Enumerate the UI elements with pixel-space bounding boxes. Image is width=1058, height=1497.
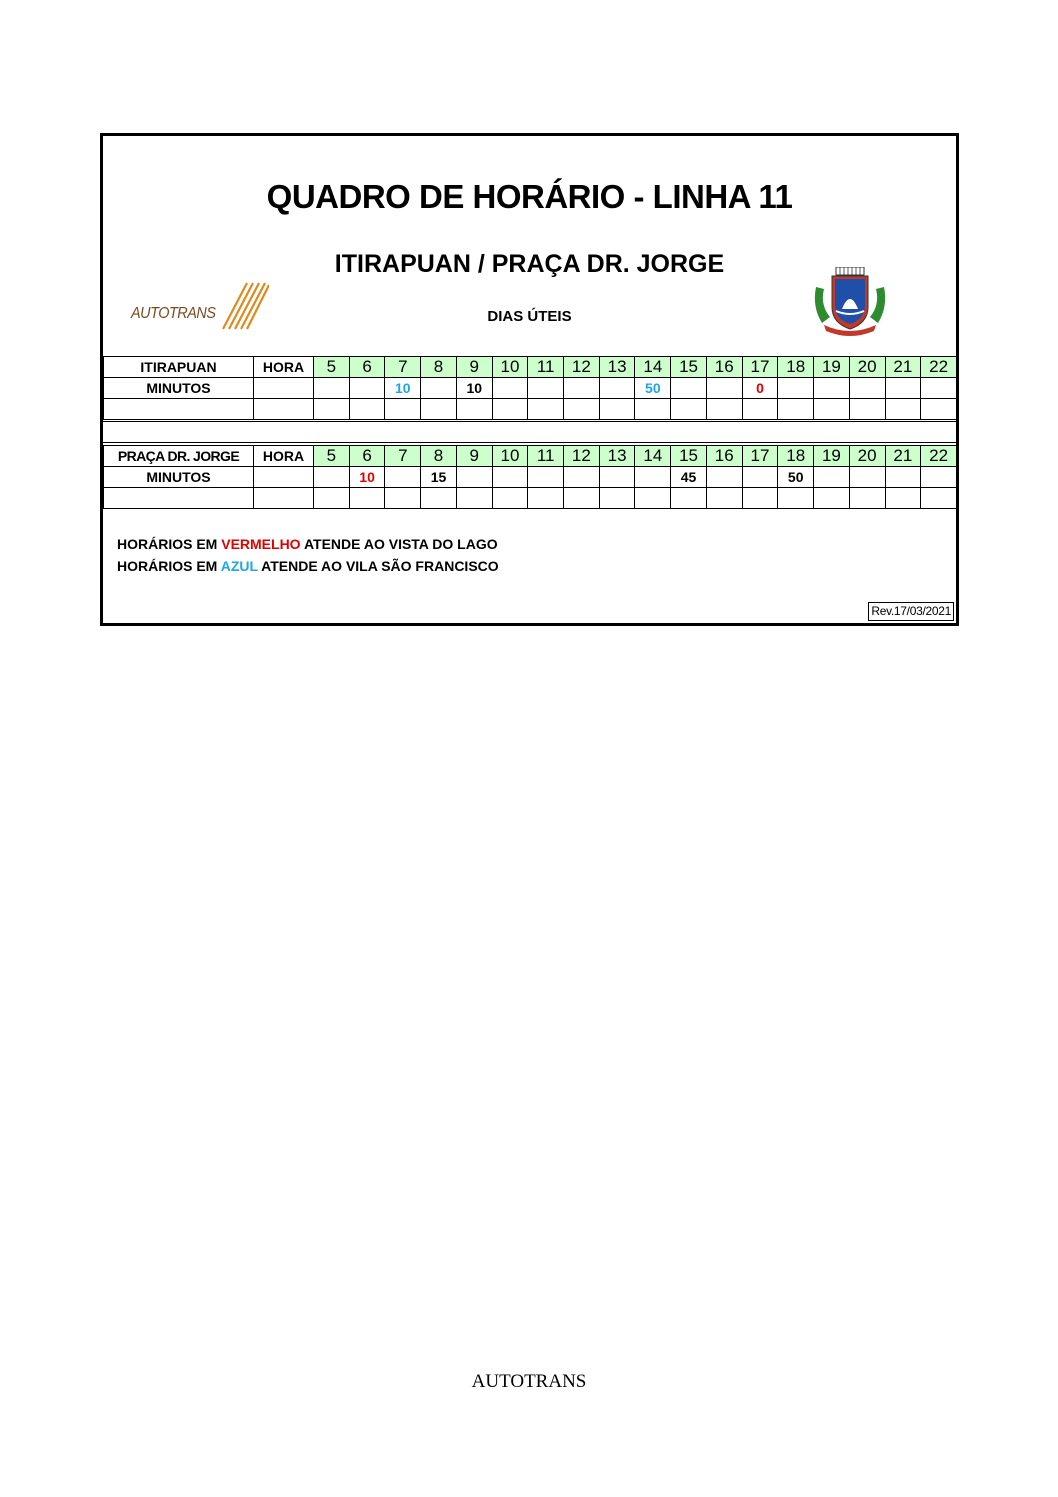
- schedule-table-itirapuan: [103, 356, 957, 420]
- empty-cell: [706, 399, 742, 420]
- empty-cell: [671, 399, 707, 420]
- minute-cell: [706, 378, 742, 399]
- hour-cell: 7: [385, 357, 421, 378]
- hour-cell: 18: [778, 357, 814, 378]
- empty-cell: [528, 399, 564, 420]
- hour-cell: 6: [349, 357, 385, 378]
- minute-cell: 50: [778, 467, 814, 488]
- minutes-label: MINUTOS: [104, 467, 254, 488]
- origin-label: ITIRAPUAN: [104, 357, 254, 378]
- hour-cell: 16: [706, 446, 742, 467]
- hour-cell: 6: [349, 446, 385, 467]
- minute-cell: [635, 467, 671, 488]
- minute-cell: 10: [385, 378, 421, 399]
- minute-cell: [492, 378, 528, 399]
- minute-cell: [528, 467, 564, 488]
- empty-cell: [421, 488, 457, 509]
- empty-cell: [254, 488, 314, 509]
- empty-cell: [849, 488, 885, 509]
- hour-cell: 20: [849, 357, 885, 378]
- minute-cell: [885, 467, 921, 488]
- empty-cell: [254, 399, 314, 420]
- empty-cell: [635, 399, 671, 420]
- empty-cell: [564, 488, 600, 509]
- empty-cell: [814, 399, 850, 420]
- empty-cell: [456, 399, 492, 420]
- legend-line-red: [117, 533, 499, 555]
- empty-cell: [254, 467, 314, 488]
- minute-cell: [671, 378, 707, 399]
- hour-cell: 9: [456, 357, 492, 378]
- empty-cell: [314, 399, 350, 420]
- hour-row: [104, 446, 957, 467]
- minute-cell: [385, 467, 421, 488]
- empty-cell: [349, 399, 385, 420]
- hour-cell: 13: [599, 446, 635, 467]
- minute-cell: 15: [421, 467, 457, 488]
- route-title: ITIRAPUAN / PRAÇA DR. JORGE: [334, 250, 725, 278]
- hour-cell: 13: [599, 357, 635, 378]
- municipal-crest-icon: [810, 267, 890, 337]
- legend-line-blue: [117, 555, 499, 577]
- empty-cell: [885, 488, 921, 509]
- empty-cell: [849, 399, 885, 420]
- minutes-label: MINUTOS: [104, 378, 254, 399]
- legend-text: HORÁRIOS EM: [117, 558, 221, 574]
- page-title: QUADRO DE HORÁRIO - LINHA 11: [266, 178, 793, 215]
- hour-cell: 15: [671, 357, 707, 378]
- days-label: DIAS ÚTEIS: [487, 308, 572, 325]
- empty-cell: [104, 399, 254, 420]
- hour-cell: 16: [706, 357, 742, 378]
- color-legend: [117, 533, 499, 577]
- minute-cell: [849, 467, 885, 488]
- minute-cell: [921, 378, 957, 399]
- minute-cell: [814, 467, 850, 488]
- hour-cell: 15: [671, 446, 707, 467]
- hour-cell: 10: [492, 446, 528, 467]
- schedule-table-praca-dr-jorge: [103, 445, 957, 509]
- minute-cell: [599, 378, 635, 399]
- minute-cell: 0: [742, 378, 778, 399]
- minute-cell: [421, 378, 457, 399]
- blank-row: [104, 399, 957, 420]
- minute-cell: [314, 378, 350, 399]
- minutes-row: [104, 467, 957, 488]
- empty-cell: [921, 399, 957, 420]
- minute-cell: [742, 467, 778, 488]
- hour-cell: 9: [456, 446, 492, 467]
- empty-cell: [421, 399, 457, 420]
- schedule-sheet: [100, 133, 959, 626]
- empty-cell: [814, 488, 850, 509]
- hour-cell: 12: [564, 446, 600, 467]
- logo-text: AUTOTRANS: [131, 305, 216, 322]
- hour-cell: 20: [849, 446, 885, 467]
- empty-cell: [706, 488, 742, 509]
- hour-cell: 22: [921, 446, 957, 467]
- empty-cell: [885, 399, 921, 420]
- hour-cell: 18: [778, 446, 814, 467]
- minute-cell: [314, 467, 350, 488]
- minutes-row: [104, 378, 957, 399]
- empty-cell: [599, 488, 635, 509]
- minute-cell: [349, 378, 385, 399]
- hour-cell: 17: [742, 446, 778, 467]
- minute-cell: 10: [456, 378, 492, 399]
- hour-cell: 21: [885, 446, 921, 467]
- hour-cell: 19: [814, 357, 850, 378]
- minute-cell: [814, 378, 850, 399]
- minute-cell: 45: [671, 467, 707, 488]
- hour-cell: 11: [528, 357, 564, 378]
- empty-cell: [492, 488, 528, 509]
- minute-cell: 10: [349, 467, 385, 488]
- empty-cell: [385, 399, 421, 420]
- legend-color-word: VERMELHO: [221, 536, 301, 552]
- empty-cell: [635, 488, 671, 509]
- hour-cell: 17: [742, 357, 778, 378]
- autotrans-logo: [129, 281, 269, 333]
- footer-text: AUTOTRANS: [471, 1371, 587, 1392]
- hour-cell: 21: [885, 357, 921, 378]
- minute-cell: 50: [635, 378, 671, 399]
- empty-cell: [349, 488, 385, 509]
- minute-cell: [778, 378, 814, 399]
- empty-cell: [921, 488, 957, 509]
- empty-cell: [599, 399, 635, 420]
- revision-label: Rev.17/03/2021: [868, 602, 954, 621]
- minute-cell: [492, 467, 528, 488]
- hour-cell: 19: [814, 446, 850, 467]
- minute-cell: [599, 467, 635, 488]
- hour-label: HORA: [254, 446, 314, 467]
- legend-color-word: AZUL: [220, 558, 258, 574]
- hour-cell: 12: [564, 357, 600, 378]
- empty-cell: [104, 488, 254, 509]
- minute-cell: [921, 467, 957, 488]
- empty-cell: [492, 399, 528, 420]
- empty-cell: [385, 488, 421, 509]
- minute-cell: [528, 378, 564, 399]
- section-divider: [103, 421, 956, 443]
- hour-cell: 14: [635, 446, 671, 467]
- minute-cell: [849, 378, 885, 399]
- minute-cell: [564, 378, 600, 399]
- minute-cell: [456, 467, 492, 488]
- origin-label: PRAÇA DR. JORGE: [104, 446, 254, 467]
- empty-cell: [742, 399, 778, 420]
- hour-cell: 7: [385, 446, 421, 467]
- legend-text: ATENDE AO VISTA DO LAGO: [300, 536, 498, 552]
- minute-cell: [706, 467, 742, 488]
- empty-cell: [456, 488, 492, 509]
- hour-row: [104, 357, 957, 378]
- empty-cell: [742, 488, 778, 509]
- hour-cell: 5: [314, 446, 350, 467]
- empty-cell: [254, 378, 314, 399]
- logo-stripes-icon: [217, 281, 269, 331]
- hour-cell: 8: [421, 357, 457, 378]
- minute-cell: [885, 378, 921, 399]
- hour-label: HORA: [254, 357, 314, 378]
- minute-cell: [564, 467, 600, 488]
- hour-cell: 14: [635, 357, 671, 378]
- empty-cell: [564, 399, 600, 420]
- empty-cell: [314, 488, 350, 509]
- empty-cell: [528, 488, 564, 509]
- hour-cell: 5: [314, 357, 350, 378]
- hour-cell: 10: [492, 357, 528, 378]
- empty-cell: [778, 399, 814, 420]
- legend-text: HORÁRIOS EM: [117, 536, 222, 552]
- hour-cell: 22: [921, 357, 957, 378]
- empty-cell: [778, 488, 814, 509]
- hour-cell: 11: [528, 446, 564, 467]
- legend-text: ATENDE AO VILA SÃO FRANCISCO: [257, 558, 499, 574]
- blank-row: [104, 488, 957, 509]
- hour-cell: 8: [421, 446, 457, 467]
- empty-cell: [671, 488, 707, 509]
